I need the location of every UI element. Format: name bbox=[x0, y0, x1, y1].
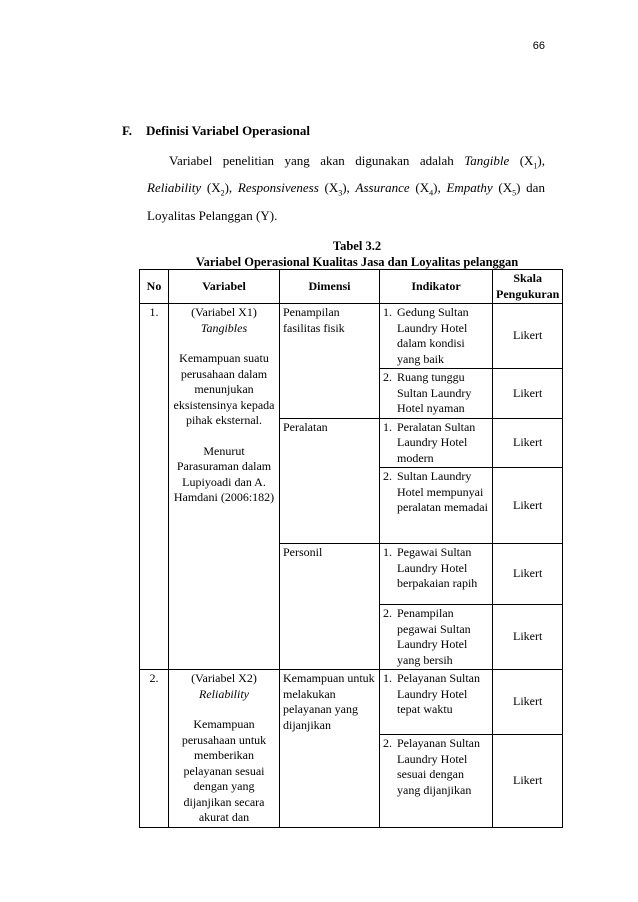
scale-cell: Likert bbox=[493, 605, 563, 670]
variable-description: Kemampuan perusahaan untuk memberikan pelayanan sesuai dengan yang dijanjikan secara akurat dan bbox=[181, 717, 267, 824]
word-italic: Tangible bbox=[464, 153, 510, 168]
word: yang bbox=[284, 153, 310, 168]
variable-code: $(X_1)$, bbox=[519, 153, 545, 171]
scale-cell: Likert bbox=[493, 369, 563, 419]
header-variabel: Variabel bbox=[169, 270, 280, 304]
word: adalah bbox=[419, 153, 454, 168]
row-number: 2. bbox=[140, 670, 169, 828]
dimension-cell: Penampilan fasilitas fisik bbox=[280, 304, 380, 419]
table-caption-number: Tabel 3.2 bbox=[332, 239, 382, 253]
dimension-cell: Personil bbox=[280, 544, 380, 670]
header-skala bbox=[493, 270, 563, 304]
dimension-cell: Kemampuan untuk melakukan pelayanan yang dijanjikan bbox=[280, 670, 380, 828]
variable-name: Tangibles bbox=[200, 320, 248, 335]
section-heading bbox=[122, 123, 310, 139]
indicator-cell: 2. Penampilan pegawai Sultan Laundry Hotel yang bersih bbox=[380, 605, 493, 670]
indicator-cell: 2. Ruang tunggu Sultan Laundry Hotel nyaman bbox=[380, 369, 493, 419]
header-skala-line2: Pengukuran bbox=[496, 286, 560, 301]
scale-cell: Likert bbox=[493, 735, 563, 827]
table-row bbox=[140, 670, 563, 735]
variable-code: $(X_4)$, bbox=[415, 180, 441, 198]
variable-source: Menurut Parasuraman dalam Lupiyoadi dan A. Hamdani (2006:182) bbox=[173, 443, 275, 504]
variable-cell bbox=[169, 670, 280, 828]
variable-cell bbox=[169, 304, 280, 670]
word: penelitian bbox=[222, 153, 275, 168]
variable-code: $(X_3)$, bbox=[324, 180, 350, 198]
table-row bbox=[140, 304, 563, 369]
scale-cell: Likert bbox=[493, 544, 563, 605]
word: Variabel bbox=[169, 153, 213, 168]
variable-name: Reliability bbox=[199, 686, 249, 701]
header-skala-line1: Skala bbox=[513, 271, 543, 285]
header-dimensi: Dimensi bbox=[280, 270, 380, 304]
variable-code: $(X_5)$ bbox=[498, 180, 521, 198]
variable-code: $(X_2)$, bbox=[206, 180, 233, 198]
header-no: No bbox=[140, 270, 169, 304]
scale-cell: Likert bbox=[493, 418, 563, 468]
indicator-cell: 1. Pegawai Sultan Laundry Hotel berpakaian rapih bbox=[380, 544, 493, 605]
table-caption-title: Variabel Operasional Kualitas Jasa dan Loyalitas pelanggan bbox=[195, 255, 519, 269]
variable-title: (Variabel X1) bbox=[191, 305, 257, 319]
table-header-row bbox=[140, 270, 563, 304]
page-number: 66 bbox=[532, 40, 545, 52]
variable-title: (Variabel X2) bbox=[191, 671, 257, 685]
indicator-cell: 2. Sultan Laundry Hotel mempunyai peralatan memadai bbox=[380, 468, 493, 544]
word: digunakan bbox=[355, 153, 410, 168]
variable-description: Kemampuan suatu perusahaan dalam menunjukan eksistensinya kepada pihak eksternal. bbox=[173, 351, 275, 427]
dimension-cell: Peralatan bbox=[280, 418, 380, 544]
paragraph-line-3: Loyalitas Pelanggan (Y). bbox=[147, 208, 278, 223]
section-letter: F. bbox=[122, 123, 132, 138]
section-title: Definisi Variabel Operasional bbox=[146, 123, 310, 138]
indicator-cell: 1. Gedung Sultan Laundry Hotel dalam kondisi yang baik bbox=[380, 304, 493, 369]
indicator-cell: 2. Pelayanan Sultan Laundry Hotel sesuai dengan yang dijanjikan bbox=[380, 735, 493, 827]
row-number: 1. bbox=[140, 304, 169, 670]
operational-variable-table bbox=[139, 269, 563, 828]
header-indikator: Indikator bbox=[380, 270, 493, 304]
word-italic: Assurance bbox=[355, 180, 410, 195]
word-italic: Empathy bbox=[446, 180, 493, 195]
indicator-cell: 1. Pelayanan Sultan Laundry Hotel tepat waktu bbox=[380, 670, 493, 735]
scale-cell: Likert bbox=[493, 468, 563, 544]
word-italic: Reliability bbox=[147, 180, 202, 195]
indicator-cell: 1. Peralatan Sultan Laundry Hotel modern bbox=[380, 418, 493, 468]
word-italic: Responsiveness bbox=[237, 180, 319, 195]
word: dan bbox=[526, 180, 545, 195]
paragraph-line-2 bbox=[147, 180, 545, 198]
word: akan bbox=[320, 153, 345, 168]
paragraph-line-1 bbox=[169, 153, 545, 171]
scale-cell: Likert bbox=[493, 304, 563, 369]
scale-cell: Likert bbox=[493, 670, 563, 735]
